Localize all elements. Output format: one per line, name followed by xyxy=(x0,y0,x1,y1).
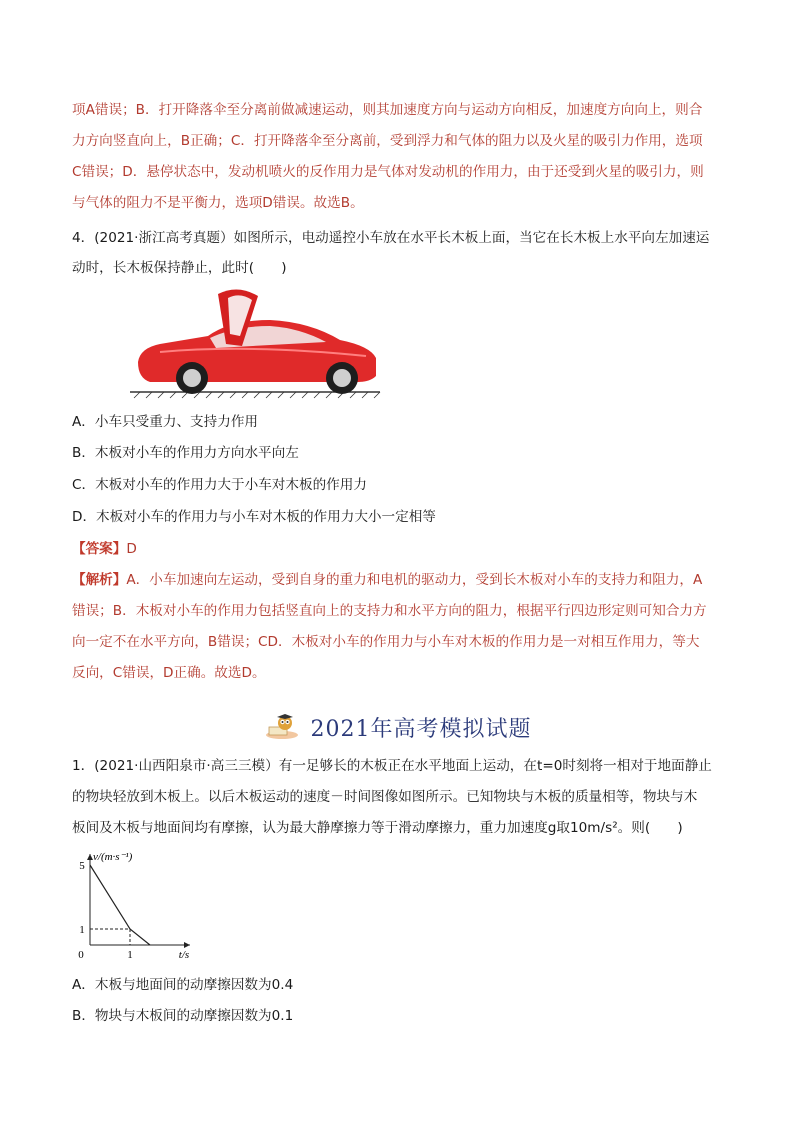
velocity-time-chart xyxy=(72,850,202,965)
option-c: C．木板对小车的作用力大于小车对木板的作用力 xyxy=(72,477,367,493)
analysis-tag: 【解析】 xyxy=(72,572,127,588)
y-tick-label: 1 xyxy=(79,924,85,936)
origin-label: 0 xyxy=(78,949,84,961)
text-line: 项A错误；B．打开降落伞至分离前做减速运动，则其加速度方向与运动方向相反，加速度方向向上，则合 xyxy=(72,102,703,118)
question-stem-line: 1．(2021·山西阳泉市·高三三模）有一足够长的木板正在水平地面上运动，在t=0时刻将一相对于地面静止 xyxy=(72,758,712,774)
velocity-series-line xyxy=(90,865,150,945)
analysis-line: 向一定不在水平方向，B错误；CD．木板对小车的作用力与小车对木板的作用力是一对相互作用力，等大 xyxy=(72,634,700,650)
x-tick-label: 1 xyxy=(127,949,133,961)
analysis-line: 错误；B．木板对小车的作用力包括竖直向上的支持力和水平方向的阻力，根据平行四边形定则可知合力方 xyxy=(72,603,707,619)
question-stem-line: 板间及木板与地面间均有摩擦，认为最大静摩擦力等于滑动摩擦力，重力加速度g取10m/s²。则( ) xyxy=(72,820,683,836)
text-line: 与气体的阻力不是平衡力，选项D错误。故选B。 xyxy=(72,195,364,211)
question-stem-line: 4．(2021·浙江高考真题）如图所示，电动遥控小车放在水平长木板上面，当它在长木板上水平向左加速运 xyxy=(72,230,710,246)
analysis-line xyxy=(72,570,702,590)
text-line: 力方向竖直向上，B正确；C．打开降落伞至分离前，受到浮力和气体的阻力以及火星的吸引力作用，选项 xyxy=(72,133,703,149)
question-stem-line: 的物块轻放到木板上。以后木板运动的速度－时间图像如图所示。已知物块与木板的质量相等，物块与木 xyxy=(72,789,698,805)
red-car-figure xyxy=(130,286,390,402)
x-axis-label: t/s xyxy=(178,949,190,961)
option-b: B．物块与木板间的动摩擦因数为0.1 xyxy=(72,1008,294,1024)
option-a: A．木板与地面间的动摩擦因数为0.4 xyxy=(72,977,294,993)
option-b: B．木板对小车的作用力方向水平向左 xyxy=(72,445,299,461)
answer-value: D xyxy=(126,541,137,557)
section-title xyxy=(0,712,794,747)
section-title-text: 2021年高考模拟试题 xyxy=(310,717,532,742)
y-tick-label: 5 xyxy=(79,860,85,872)
text-line: C错误；D．悬停状态中，发动机喷火的反作用力是气体对发动机的作用力，由于还受到火星的吸引力，则 xyxy=(72,164,704,180)
y-axis-label: v/(m·s⁻¹) xyxy=(93,851,133,863)
question-stem-line: 动时，长木板保持静止，此时( ) xyxy=(72,260,287,276)
owl-mascot-icon xyxy=(263,713,301,747)
x-axis-arrow xyxy=(184,942,190,948)
analysis-line: 反向，C错误，D正确。故选D。 xyxy=(72,665,266,681)
option-a: A．小车只受重力、支持力作用 xyxy=(72,414,259,430)
answer-line xyxy=(72,539,137,559)
analysis-text: A．小车加速向左运动，受到自身的重力和电机的驱动力，受到长木板对小车的支持力和阻力，A xyxy=(126,572,703,588)
answer-tag: 【答案】 xyxy=(72,541,127,557)
option-d: D．木板对小车的作用力与小车对木板的作用力大小一定相等 xyxy=(72,509,436,525)
